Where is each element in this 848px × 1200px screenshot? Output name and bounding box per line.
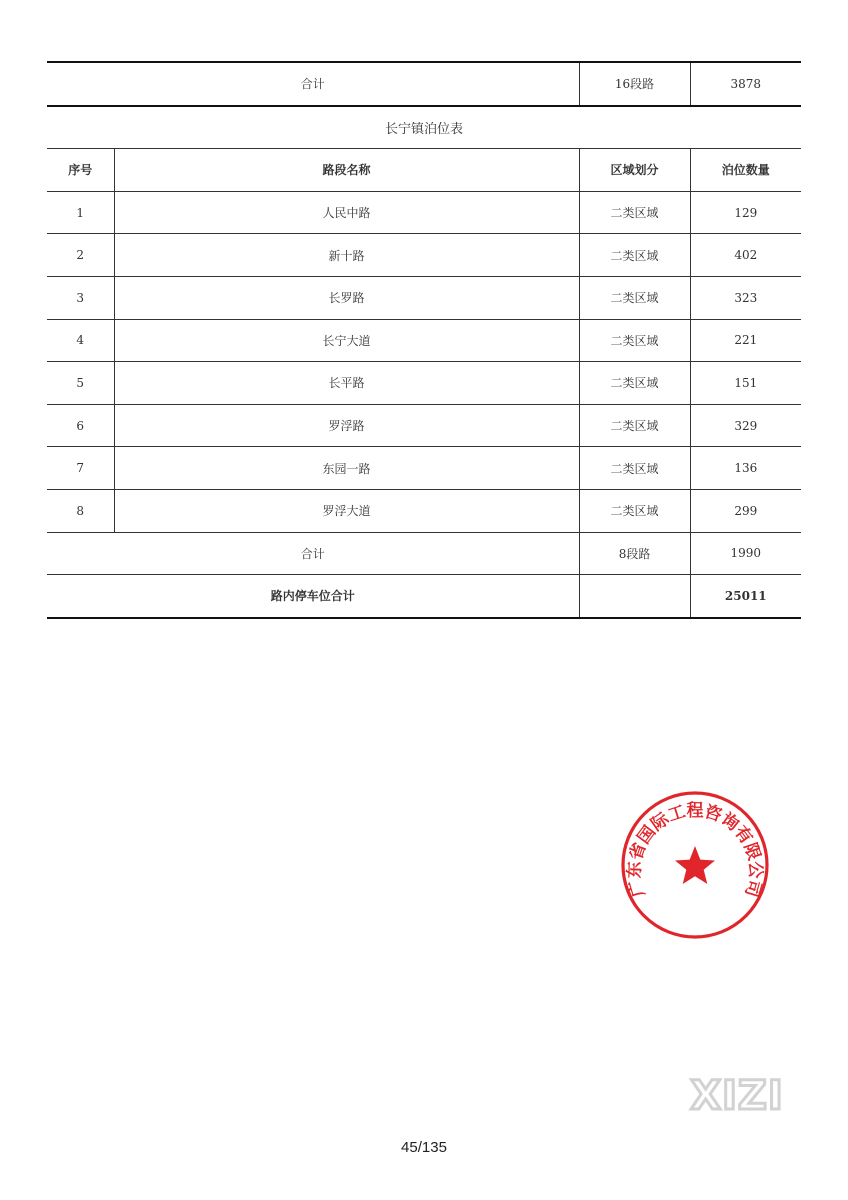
row-no: 4 [47, 319, 114, 362]
table-row [47, 404, 801, 447]
subtotal-segments: 8段路 [579, 532, 690, 575]
seal-text: 广东省国际工程咨询有限公司 [624, 801, 766, 900]
row-name: 长宁大道 [114, 319, 579, 362]
seal-star-icon [675, 846, 715, 884]
row-count: 299 [690, 489, 801, 532]
row-zone: 二类区域 [579, 234, 690, 277]
header-count: 泊位数量 [690, 149, 801, 192]
row-name: 长罗路 [114, 276, 579, 319]
xizi-watermark [683, 1072, 791, 1116]
row-count: 129 [690, 191, 801, 234]
row-zone: 二类区域 [579, 404, 690, 447]
row-zone: 二类区域 [579, 362, 690, 405]
row-zone: 二类区域 [579, 191, 690, 234]
table-title-row [47, 106, 801, 149]
top-total-count: 3878 [690, 62, 801, 106]
row-count: 402 [690, 234, 801, 277]
grand-total-row [47, 575, 801, 618]
row-name: 东园一路 [114, 447, 579, 490]
table-row [47, 362, 801, 405]
table-title: 长宁镇泊位表 [47, 106, 801, 149]
row-name: 长平路 [114, 362, 579, 405]
company-seal [620, 790, 770, 940]
row-count: 329 [690, 404, 801, 447]
row-zone: 二类区域 [579, 447, 690, 490]
row-zone: 二类区域 [579, 276, 690, 319]
grand-total-segments [579, 575, 690, 618]
header-name: 路段名称 [114, 149, 579, 192]
top-total-row [47, 62, 801, 106]
row-no: 2 [47, 234, 114, 277]
table-row [47, 191, 801, 234]
grand-total-count: 25011 [690, 575, 801, 618]
table-row [47, 276, 801, 319]
top-total-segments: 16段路 [579, 62, 690, 106]
header-no: 序号 [47, 149, 114, 192]
subtotal-count: 1990 [690, 532, 801, 575]
row-count: 221 [690, 319, 801, 362]
top-total-label: 合计 [47, 62, 579, 106]
watermark-text: XIZI [690, 1073, 784, 1116]
row-count: 136 [690, 447, 801, 490]
row-no: 8 [47, 489, 114, 532]
header-zone: 区域划分 [579, 149, 690, 192]
page-number: 45/135 [401, 1139, 447, 1156]
table-row [47, 447, 801, 490]
row-no: 3 [47, 276, 114, 319]
row-count: 151 [690, 362, 801, 405]
subtotal-label: 合计 [47, 532, 579, 575]
row-zone: 二类区域 [579, 489, 690, 532]
row-zone: 二类区域 [579, 319, 690, 362]
parking-table [47, 61, 801, 619]
table-row [47, 489, 801, 532]
row-no: 1 [47, 191, 114, 234]
row-name: 罗浮路 [114, 404, 579, 447]
header-row [47, 149, 801, 192]
row-name: 新十路 [114, 234, 579, 277]
row-no: 6 [47, 404, 114, 447]
table-row [47, 319, 801, 362]
row-count: 323 [690, 276, 801, 319]
row-name: 罗浮大道 [114, 489, 579, 532]
row-name: 人民中路 [114, 191, 579, 234]
subtotal-row [47, 532, 801, 575]
grand-total-label: 路内停车位合计 [47, 575, 579, 618]
table-row [47, 234, 801, 277]
row-no: 7 [47, 447, 114, 490]
row-no: 5 [47, 362, 114, 405]
